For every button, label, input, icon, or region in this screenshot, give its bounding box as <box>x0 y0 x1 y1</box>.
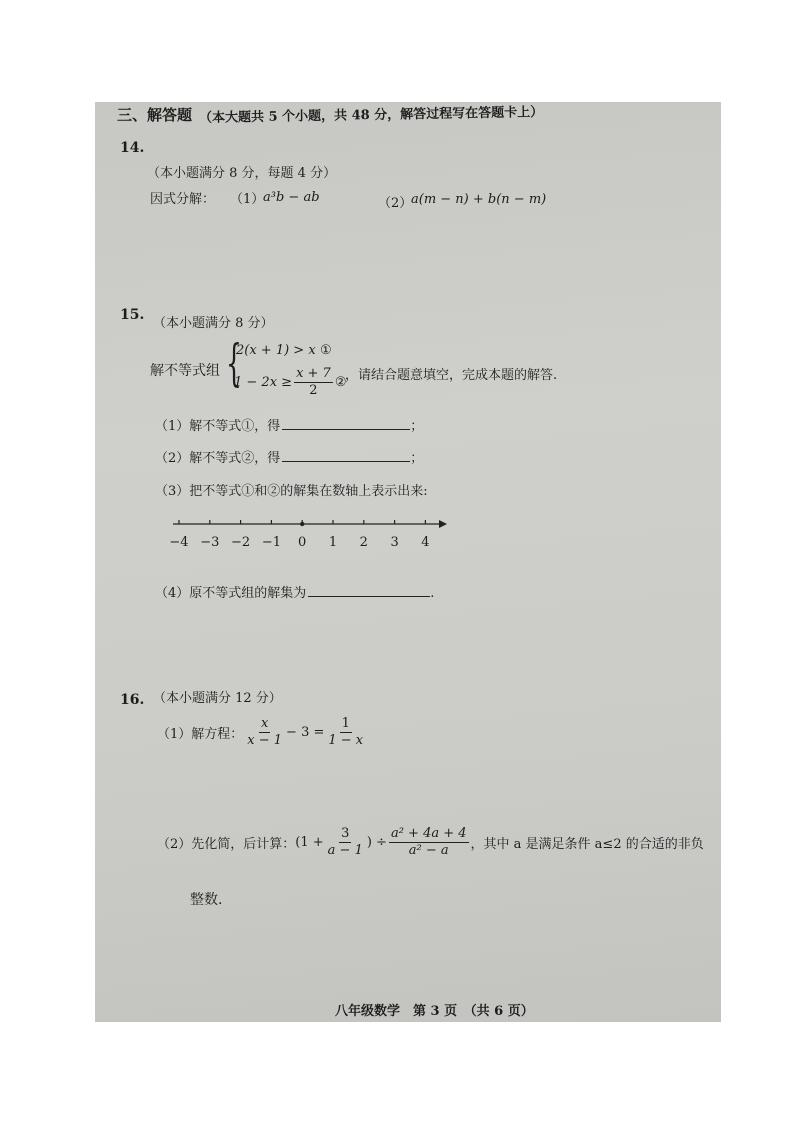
q15-step4-blank[interactable] <box>308 595 430 597</box>
q16-part2-label: （2）先化简，后计算： <box>157 837 296 852</box>
q15-ineq2 <box>234 366 346 399</box>
q15-step1-semicolon: ； <box>410 419 424 434</box>
q16-p1-num1: x <box>260 716 269 731</box>
q16-p2-frac1 <box>326 826 365 859</box>
q16-p1-den2: 1 − x <box>328 733 364 748</box>
exam-page <box>95 102 721 1022</box>
q16-p1-den1: x − 1 <box>247 733 283 748</box>
q16-p2-tail2: 整数. <box>190 892 223 908</box>
number-line-label: 2 <box>359 535 368 550</box>
q16-number: 16. <box>120 692 145 708</box>
q16-part1 <box>157 716 367 749</box>
q15-tail: ，请结合题意填空，完成本题的解答. <box>345 368 558 383</box>
q15-ineq1: 2(x + 1) > x <box>236 343 316 358</box>
q15-ineq2-mark: ② <box>334 375 347 390</box>
q16-p2-num1: 3 <box>341 826 350 841</box>
q15-ineq2-fraction <box>294 366 333 399</box>
q15-step2-blank[interactable] <box>282 460 410 462</box>
q14-number: 14. <box>120 140 145 156</box>
q15-step2 <box>155 447 423 466</box>
q16-p2-tail: ，其中 a 是满足条件 a≤2 的合适的非负 <box>470 837 704 852</box>
number-line-label: −4 <box>169 535 189 550</box>
q15-step2-text: （2）解不等式②，得 <box>155 451 281 466</box>
q15-step2-semicolon: ； <box>410 451 424 466</box>
q15-ineq2-left: 1 − 2x ≥ <box>234 375 293 390</box>
q16-p2-open: (1 + <box>295 835 324 850</box>
number-line-label: 1 <box>328 535 338 550</box>
number-line-label: −1 <box>261 535 281 550</box>
q16-score: （本小题满分 12 分） <box>153 691 282 706</box>
q16-p2-den2: a² − a <box>408 843 449 858</box>
q15-ineq1-mark: ① <box>320 343 332 358</box>
q15-ineq2-den: 2 <box>309 383 318 398</box>
q16-p2-close: ) ÷ <box>366 835 387 850</box>
q15-step1-blank[interactable] <box>282 428 410 430</box>
q14-part2-expr: a(m − n) + b(n − m) <box>411 192 547 207</box>
number-line-label: 4 <box>421 535 430 550</box>
number-line-label: 3 <box>390 535 399 550</box>
q15-lead: 解不等式组 <box>150 363 220 379</box>
q15-step3: （3）把不等式①和②的解集在数轴上表示出来: <box>155 484 428 499</box>
q14-part1-expr: a³b − ab <box>263 190 320 205</box>
section-title: 三、解答题 <box>117 106 193 124</box>
page-footer: 八年级数学 第 3 页 （共 6 页） <box>335 1004 534 1019</box>
number-line-label: −3 <box>200 535 220 550</box>
q15-score: （本小题满分 8 分） <box>153 316 274 331</box>
q15-step4-text: （4）原不等式组的解集为 <box>155 586 307 601</box>
number-line-label: 0 <box>298 535 307 550</box>
q14-part2-label: （2） <box>378 196 413 211</box>
number-line-origin-dot <box>300 522 304 526</box>
number-line-label: −2 <box>231 535 251 550</box>
q14-score: （本小题满分 8 分，每题 4 分） <box>147 166 337 181</box>
q16-p2-frac2 <box>389 826 469 859</box>
number-line-arrow <box>439 520 447 528</box>
q15-number: 15. <box>120 307 145 323</box>
q15-ineq2-num: x + 7 <box>296 366 331 381</box>
q16-p1-frac1 <box>245 716 284 749</box>
q16-p2-den1: a − 1 <box>327 843 363 858</box>
q16-p2-num2: a² + 4a + 4 <box>390 826 467 841</box>
q16-p1-frac2 <box>326 716 365 749</box>
q16-p1-num2: 1 <box>341 716 350 731</box>
q14-part1-label: （1） <box>230 192 265 207</box>
system-brace: { <box>226 334 242 392</box>
q15-step1 <box>155 415 423 434</box>
q16-p1-mid: − 3 = <box>286 725 325 740</box>
section-note: （本大题共 5 个小题，共 48 分，解答过程写在答题卡上） <box>198 104 544 126</box>
q14-instruction: 因式分解： <box>150 192 216 207</box>
number-line <box>163 510 453 560</box>
q16-part1-label: （1）解方程： <box>157 727 244 742</box>
q15-step4-period: . <box>430 586 435 601</box>
q15-step1-text: （1）解不等式①，得 <box>155 419 281 434</box>
q16-part2 <box>157 826 704 859</box>
q15-step4 <box>155 582 434 601</box>
